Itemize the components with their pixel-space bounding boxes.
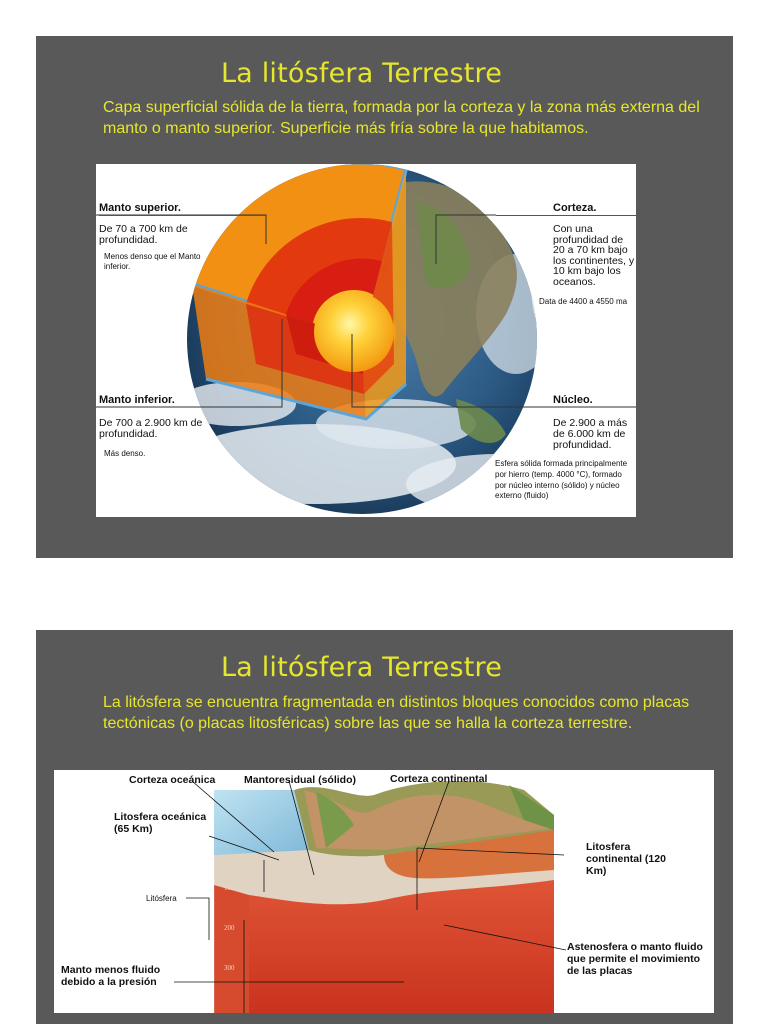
- lithosphere-block-diagram: [54, 770, 714, 1013]
- label-nucleo: Núcleo.: [553, 394, 593, 406]
- slide-1-title: La litósfera Terrestre: [220, 58, 503, 89]
- depth-tick-200: 200: [224, 924, 235, 932]
- label-manto-inferior: Manto inferior.: [99, 394, 175, 406]
- label-litosfera-continental: Litosfera continental (120 Km): [586, 841, 666, 877]
- divider: [496, 215, 636, 216]
- label-corteza-depth: Con una profundidad de 20 a 70 km bajo los continentes, y 10 km bajo los oceanos.: [553, 223, 635, 288]
- label-manto-inferior-note: Más denso.: [104, 449, 146, 458]
- label-corteza-note: Data de 4400 a 4550 ma: [539, 297, 628, 306]
- label-litosfera: Litósfera: [146, 894, 177, 903]
- label-manto-superior-note: Menos denso que el Manto inferior.: [104, 252, 201, 271]
- slide-1-description: Capa superficial sólida de la tierra, formada por la corteza y la zona más externa del manto o manto superior. Superficie más fría sobre la que habitamos.: [103, 99, 700, 137]
- label-corteza-oceanica: Corteza oceánica: [129, 774, 216, 786]
- slide-2-description: La litósfera se encuentra fragmentada en distintos bloques conocidos como placas tectónicas (o placas litosféricas) sobre las que se halla la corteza terrestre.: [103, 694, 690, 732]
- label-manto-superior-depth: De 70 a 700 km de profundidad.: [99, 223, 188, 246]
- label-manto-superior: Manto superior.: [99, 202, 181, 214]
- slide-2-title: La litósfera Terrestre: [220, 652, 503, 683]
- label-litosfera-oceanica: Litosfera oceánica (65 Km): [114, 811, 207, 835]
- label-astenosfera: Astenosfera o manto fluido que permite el movimiento de las placas: [567, 941, 703, 977]
- depth-tick-300: 300: [224, 964, 235, 972]
- earth-structure-diagram: [96, 164, 636, 517]
- label-manto-residual: Mantoresidual (sólido): [244, 774, 357, 786]
- label-corteza: Corteza.: [553, 202, 597, 214]
- label-manto-menos-fluido: Manto menos fluido debido a la presión: [61, 964, 161, 988]
- slide-1: [36, 36, 733, 558]
- label-corteza-continental: Corteza continental: [390, 773, 488, 785]
- label-manto-inferior-depth: De 700 a 2.900 km de profundidad.: [99, 417, 203, 440]
- label-nucleo-note: Esfera sólida formada principalmente por hierro (temp. 4000 °C), formado por núcleo interno (sólido) y núcleo externo (fluido): [495, 459, 628, 501]
- label-nucleo-depth: De 2.900 a más de 6.000 km de profundidad.: [553, 417, 628, 451]
- slide-2: [36, 630, 733, 1024]
- depth-tick-100: 100: [224, 884, 235, 892]
- divider: [99, 215, 267, 216]
